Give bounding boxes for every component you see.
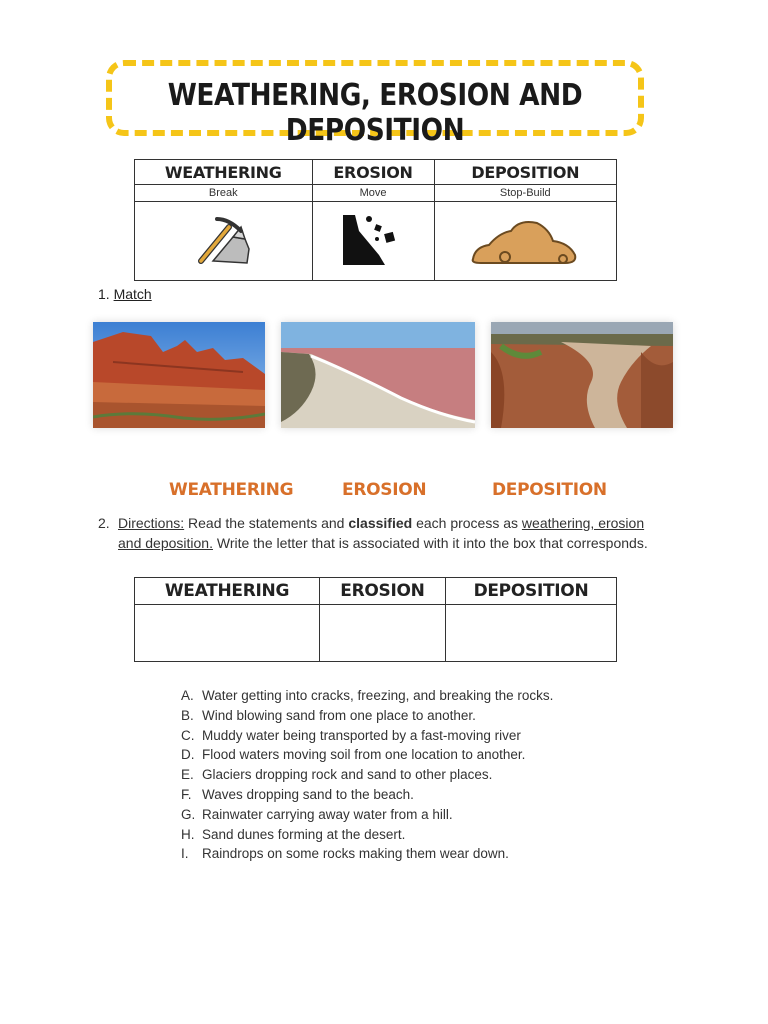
red-rock-cliffs-photo [93,322,265,428]
answer-box-weathering[interactable] [135,605,320,662]
title-frame [106,60,644,148]
list-item: F. Waves dropping sand to the beach. [181,786,414,802]
concept-icon-cell-weathering [135,202,313,281]
concept-heading-erosion: EROSION [312,160,434,185]
beach-shore-photo [281,322,475,428]
question1-number: 1. [98,286,110,302]
match-word-deposition: DEPOSITION [492,480,607,500]
answer-box-deposition[interactable] [445,605,616,662]
statement-list [181,686,553,864]
concept-meaning-weathering: Break [135,185,313,202]
answer-heading-deposition: DEPOSITION [445,578,616,605]
answer-heading-erosion: EROSION [319,578,445,605]
list-item: D. Flood waters moving soil from one location to another. [181,747,526,763]
concept-heading-deposition: DEPOSITION [434,160,616,185]
list-item: G. Rainwater carrying away water from a hill. [181,806,453,822]
directions-bold-word: classified [348,515,413,531]
match-word-weathering: WEATHERING [169,480,294,500]
question2-directions [98,513,658,553]
answer-table [134,577,617,662]
question2-number: 2. [98,515,110,531]
question1-title: Match [113,286,152,302]
page-title: WEATHERING, EROSION AND DEPOSITION [167,78,583,148]
directions-text-1: Read the statements and [184,515,349,531]
answer-box-erosion[interactable] [319,605,445,662]
directions-text-3: Write the letter that is associated with it into the box that corresponds. [212,535,648,551]
list-item: I. Raindrops on some rocks making them wear down. [181,846,509,862]
list-item: A. Water getting into cracks, freezing, and breaking the rocks. [181,688,554,703]
directions-text-2: each process as [412,515,522,531]
directions-label: Directions: [118,515,185,531]
sediment-pile-icon [465,209,585,269]
list-item: E. Glaciers dropping rock and sand to other places. [181,767,493,783]
list-item: B. Wind blowing sand from one place to another. [181,707,476,723]
rockfall-icon [333,209,413,269]
concept-meaning-erosion: Move [312,185,434,202]
concept-icon-cell-erosion [312,202,434,281]
pickaxe-rock-icon [183,209,263,269]
concept-meaning-deposition: Stop-Build [434,185,616,202]
concept-table [134,159,617,281]
list-item: H. Sand dunes forming at the desert. [181,826,406,842]
concept-icon-cell-deposition [434,202,616,281]
match-word-erosion: EROSION [342,480,427,500]
answer-heading-weathering: WEATHERING [135,578,320,605]
question1-label [98,286,152,302]
directions-underlined-terms: weathering, erosion and deposition. [118,515,645,551]
list-item: C. Muddy water being transported by a fast-moving river [181,727,521,743]
eroded-gully-photo [491,322,673,428]
concept-heading-weathering: WEATHERING [135,160,313,185]
